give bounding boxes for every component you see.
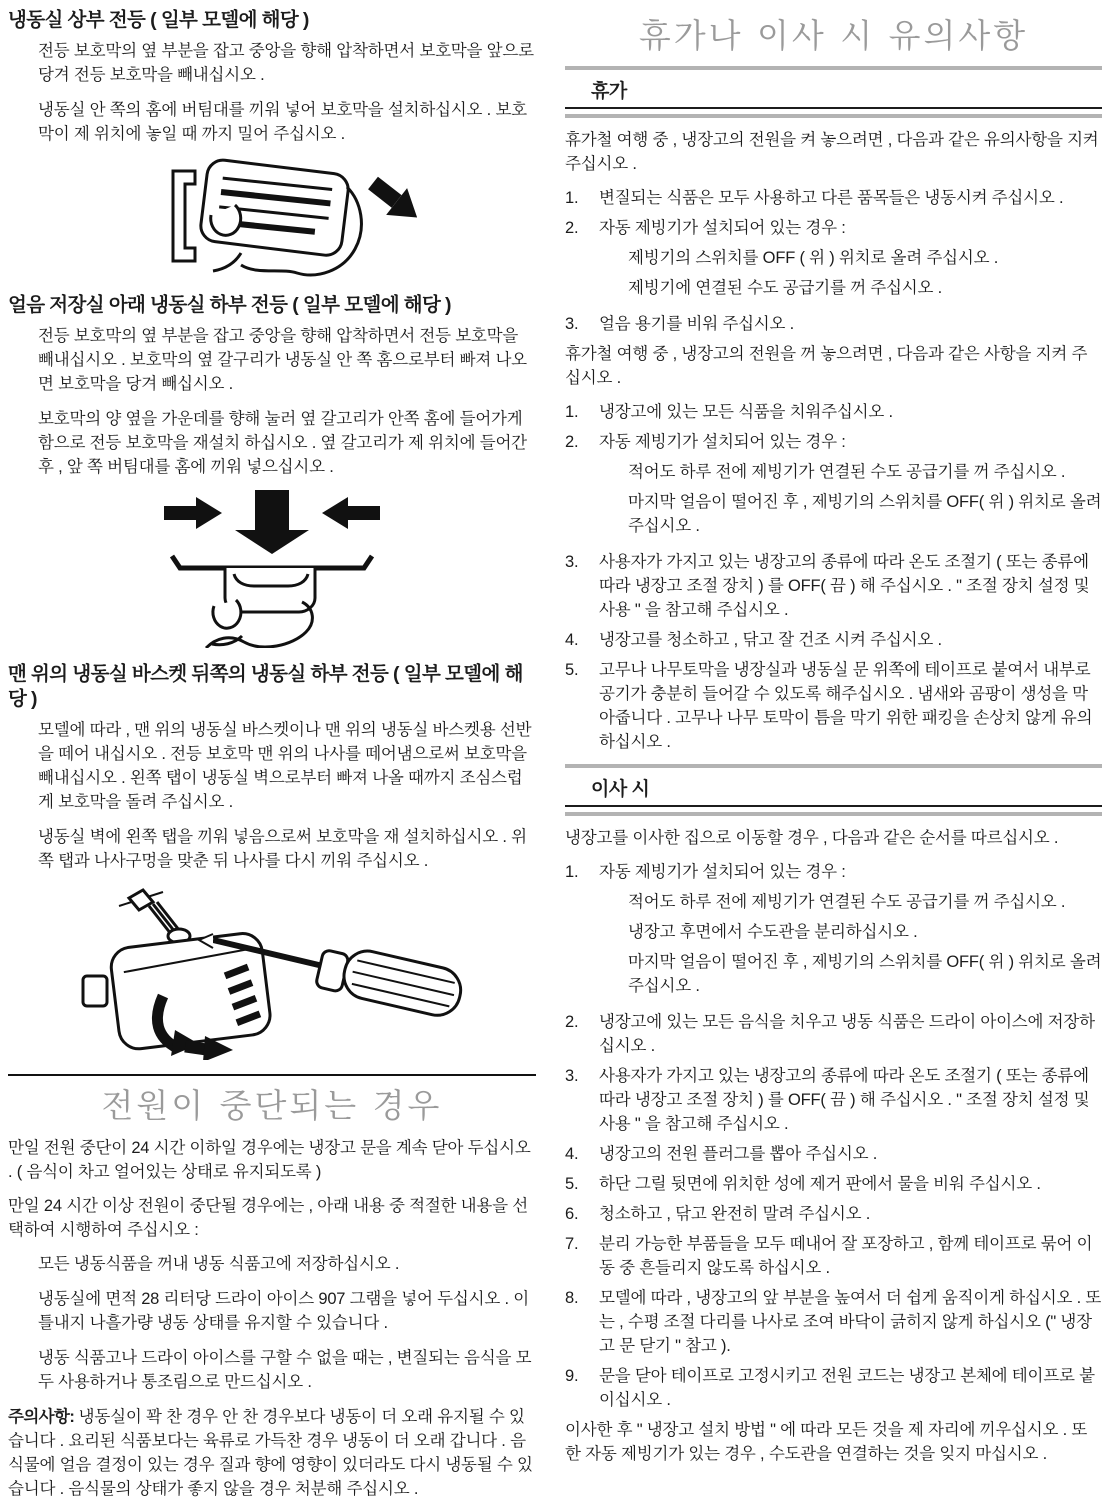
list-item bbox=[565, 1364, 1102, 1412]
vacation-moving-title: 휴가나 이사 시 유의사항 bbox=[638, 16, 1029, 55]
list-item bbox=[565, 1064, 1102, 1136]
list-number: 6. bbox=[565, 1205, 579, 1223]
list-text: 자동 제빙기가 설치되어 있는 경우 : bbox=[599, 433, 846, 451]
section-heading-lower-light-basket: 맨 위의 냉동실 바스켓 뒤쪽의 냉동실 하부 전등 ( 일부 모델에 해당 ) bbox=[8, 663, 523, 710]
left-column bbox=[8, 8, 536, 1511]
list-number: 3. bbox=[565, 315, 579, 333]
list-text: 냉장고에 있는 모든 음식을 치우고 냉동 식품은 드라이 아이스에 저장하십시오 . bbox=[599, 1013, 1095, 1055]
paragraph: 휴가철 여행 중 , 냉장고의 전원을 꺼 놓으려면 , 다음과 같은 사항을 지켜 주십시오 . bbox=[565, 345, 1088, 387]
paragraph: 보호막의 양 옆을 가운데를 향해 눌러 옆 갈고리가 안쪽 홈에 들어가게 함으로 전등 보호막을 재설치 하십시오 . 옆 갈고리가 제 위치에 들어간 후 , 앞 쪽 버팀대를 홈에 끼워 넣으십시오 . bbox=[38, 410, 527, 476]
screwdriver-light-assembly-illustration bbox=[67, 884, 477, 1060]
list-item bbox=[565, 186, 1102, 210]
list-text: 자동 제빙기가 설치되어 있는 경우 : bbox=[599, 863, 846, 881]
section-bar bbox=[565, 812, 1102, 816]
list-text: 냉장고를 청소하고 , 닦고 잘 건조 시켜 주십시오 . bbox=[599, 631, 942, 649]
list-text: 변질되는 식품은 모두 사용하고 다른 품목들은 냉동시켜 주십시오 . bbox=[599, 189, 1064, 207]
list-item bbox=[565, 216, 1102, 306]
section-heading-freezer-top-light: 냉동실 상부 전등 ( 일부 모델에 해당 ) bbox=[8, 9, 309, 31]
figure-arrows-pressing-light-shield bbox=[8, 490, 536, 648]
list-number: 1. bbox=[565, 403, 579, 421]
list-number: 4. bbox=[565, 1145, 579, 1163]
vacation-section-header bbox=[565, 66, 1102, 118]
list-item bbox=[565, 860, 1102, 1004]
list-item bbox=[565, 1142, 1102, 1166]
sub-step: 마지막 얼음이 떨어진 후 , 제빙기의 스위치를 OFF( 위 ) 위치로 올려 주십시오 . bbox=[628, 953, 1102, 995]
list-number: 2. bbox=[565, 1013, 579, 1031]
vacation-heading: 휴가 bbox=[565, 70, 1102, 109]
paragraph: 모델에 따라 , 맨 위의 냉동실 바스켓이나 맨 위의 냉동실 바스켓용 선반을 떼어 내십시오 . 전등 보호막 맨 위의 나사를 떼어냄으로써 보호막을 빼내십시오 . 왼쪽 탭이 냉동실 벽으로부터 빠져 나올 때까지 조심스럽게 보호막을 돌려 주십시오 . bbox=[38, 721, 532, 811]
list-item bbox=[565, 550, 1102, 622]
list-text: 냉장고의 전원 플러그를 뽑아 주십시오 . bbox=[599, 1145, 878, 1163]
list-item bbox=[565, 1202, 1102, 1226]
list-number: 5. bbox=[565, 661, 579, 679]
figure-hand-pulling-light-shield bbox=[8, 157, 536, 279]
list-number: 9. bbox=[565, 1367, 579, 1385]
sub-step: 냉장고 후면에서 수도관을 분리하십시오 . bbox=[628, 923, 918, 941]
list-item bbox=[565, 1010, 1102, 1058]
sub-step: 제빙기에 연결된 수도 공급기를 꺼 주십시오 . bbox=[628, 279, 942, 297]
list-text: 모델에 따라 , 냉장고의 앞 부분을 높여서 더 쉽게 움직이게 하십시오 . 또는 , 수평 조절 다리를 나사로 조여 바닥이 긁히지 않게 하십시오 (" 냉장고 문 닫기 " 참고 ). bbox=[599, 1289, 1102, 1355]
option-step: 냉동 식품고나 드라이 아이스를 구할 수 없을 때는 , 변질되는 음식을 모두 사용하거나 통조림으로 만드십시오 . bbox=[38, 1349, 532, 1391]
hand-pulling-shield-illustration bbox=[127, 157, 417, 279]
list-item bbox=[565, 1232, 1102, 1280]
list-item bbox=[565, 658, 1102, 754]
moving-section-header bbox=[565, 764, 1102, 816]
list-number: 5. bbox=[565, 1175, 579, 1193]
list-number: 4. bbox=[565, 631, 579, 649]
list-number: 3. bbox=[565, 553, 579, 571]
sub-step: 적어도 하루 전에 제빙기가 연결된 수도 공급기를 꺼 주십시오 . bbox=[628, 893, 1066, 911]
list-number: 1. bbox=[565, 189, 579, 207]
list-item bbox=[565, 628, 1102, 652]
paragraph: 냉장고를 이사한 집으로 이동할 경우 , 다음과 같은 순서를 따르십시오 . bbox=[565, 829, 1059, 847]
horizontal-divider bbox=[8, 1074, 536, 1076]
list-text: 문을 닫아 테이프로 고정시키고 전원 코드는 냉장고 본체에 테이프로 붙이십시오 . bbox=[599, 1367, 1095, 1409]
list-number: 2. bbox=[565, 219, 579, 237]
power-outage-title: 전원이 중단되는 경우 bbox=[101, 1086, 443, 1125]
list-text: 분리 가능한 부품들을 모두 떼내어 잘 포장하고 , 함께 테이프로 묶어 이동 중 흔들리지 않도록 하십시오 . bbox=[599, 1235, 1093, 1277]
paragraph: 만일 전원 중단이 24 시간 이하일 경우에는 냉장고 문을 계속 닫아 두십시오 . ( 음식이 차고 얼어있는 상태로 유지되도록 ) bbox=[8, 1139, 531, 1181]
caution-note bbox=[8, 1405, 536, 1501]
list-text: 청소하고 , 닦고 완전히 말려 주십시오 . bbox=[599, 1205, 871, 1223]
list-text: 고무나 나무토막을 냉장실과 냉동실 문 위쪽에 테이프로 붙여서 내부로 공기가 충분히 들어갈 수 있도록 해주십시오 . 냄새와 곰팡이 생성을 막아줍니다 . 고무나 나무 토막이 틈을 막기 위한 패킹을 손상치 않게 유의하십시오 . bbox=[599, 661, 1093, 751]
option-step: 냉동실에 면적 28 리터당 드라이 아이스 907 그램을 넣어 두십시오 . 이틀내지 나흘가량 냉동 상태를 유지할 수 있습니다 . bbox=[38, 1290, 529, 1332]
list-text: 자동 제빙기가 설치되어 있는 경우 : bbox=[599, 219, 846, 237]
figure-screwdriver-light-assembly bbox=[8, 884, 536, 1060]
list-number: 7. bbox=[565, 1235, 579, 1253]
list-text: 하단 그릴 뒷면에 위치한 성에 제거 판에서 물을 비워 주십시오 . bbox=[599, 1175, 1041, 1193]
arrows-pressing-shield-illustration bbox=[122, 490, 422, 648]
paragraph: 냉동실 벽에 왼쪽 탭을 끼워 넣음으로써 보호막을 재 설치하십시오 . 위쪽 탭과 나사구멍을 맞춘 뒤 나사를 다시 끼워 주십시오 . bbox=[38, 828, 527, 870]
paragraph: 전등 보호막의 옆 부분을 잡고 중앙을 향해 압착하면서 전등 보호막을 빼내십시오 . 보호막의 옆 갈구리가 냉동실 안 쪽 홈으로부터 빠져 나오면 보호막을 당겨 빼십시오 . bbox=[38, 327, 527, 393]
list-number: 2. bbox=[565, 433, 579, 451]
paragraph: 전등 보호막의 옆 부분을 잡고 중앙을 향해 압착하면서 보호막을 앞으로 당겨 전등 보호막을 빼내십시오 . bbox=[38, 42, 534, 84]
section-bar bbox=[565, 114, 1102, 118]
list-item bbox=[565, 400, 1102, 424]
paragraph: 냉동실 안 쪽의 홈에 버팀대를 끼워 넣어 보호막을 설치하십시오 . 보호막이 제 위치에 놓일 때 까지 밀어 주십시오 . bbox=[38, 101, 527, 143]
list-text: 얼음 용기를 비워 주십시오 . bbox=[599, 315, 795, 333]
list-number: 8. bbox=[565, 1289, 579, 1307]
sub-step: 마지막 얼음이 떨어진 후 , 제빙기의 스위치를 OFF( 위 ) 위치로 올려 주십시오 . bbox=[628, 493, 1102, 535]
right-column bbox=[565, 8, 1102, 1476]
list-text: 사용자가 가지고 있는 냉장고의 종류에 따라 온도 조절기 ( 또는 종류에 따라 냉장고 조절 장치 ) 를 OFF( 끔 ) 해 주십시오 . " 조절 장치 설정 및 사용 " 을 참고해 주십시오 . bbox=[599, 1067, 1090, 1133]
list-item bbox=[565, 430, 1102, 544]
list-item bbox=[565, 1286, 1102, 1358]
list-item bbox=[565, 312, 1102, 336]
sub-step: 제빙기의 스위치를 OFF ( 위 ) 위치로 올려 주십시오 . bbox=[628, 249, 999, 267]
list-number: 1. bbox=[565, 863, 579, 881]
option-step: 모든 냉동식품을 꺼내 냉동 식품고에 저장하십시오 . bbox=[38, 1255, 400, 1273]
section-heading-lower-light-ice: 얼음 저장실 아래 냉동실 하부 전등 ( 일부 모델에 해당 ) bbox=[8, 294, 451, 316]
paragraph: 이사한 후 " 냉장고 설치 방법 " 에 따라 모든 것을 제 자리에 끼우십시오 . 또한 자동 제빙기가 있는 경우 , 수도관을 연결하는 것을 잊지 마십시오 . bbox=[565, 1421, 1088, 1463]
list-text: 사용자가 가지고 있는 냉장고의 종류에 따라 온도 조절기 ( 또는 종류에 따라 냉장고 조절 장치 ) 를 OFF( 끔 ) 해 주십시오 . " 조절 장치 설정 및 사용 " 을 참고해 주십시오 . bbox=[599, 553, 1090, 619]
paragraph: 만일 24 시간 이상 전원이 중단될 경우에는 , 아래 내용 중 적절한 내용을 선택하여 시행하여 주십시오 : bbox=[8, 1197, 529, 1239]
list-item bbox=[565, 1172, 1102, 1196]
sub-step: 적어도 하루 전에 제빙기가 연결된 수도 공급기를 꺼 주십시오 . bbox=[628, 463, 1066, 481]
caution-text: 냉동실이 꽉 찬 경우 안 찬 경우보다 냉동이 더 오래 유지될 수 있습니다 . 요리된 식품보다는 육류로 가득찬 경우 냉동이 더 오래 갑니다 . 음식물에 얼음 결정이 있는 경우 질과 향에 영향이 있더라도 다시 냉동될 수 있습니다 . 음식물의 상태가 좋지 않을 경우 처분해 주십시오 . bbox=[8, 1408, 533, 1498]
list-number: 3. bbox=[565, 1067, 579, 1085]
paragraph: 휴가철 여행 중 , 냉장고의 전원을 켜 놓으려면 , 다음과 같은 유의사항을 지켜 주십시오 . bbox=[565, 131, 1099, 173]
caution-label: 주의사항: bbox=[8, 1408, 75, 1426]
list-text: 냉장고에 있는 모든 식품을 치워주십시오 . bbox=[599, 403, 893, 421]
moving-heading: 이사 시 bbox=[565, 768, 1102, 807]
